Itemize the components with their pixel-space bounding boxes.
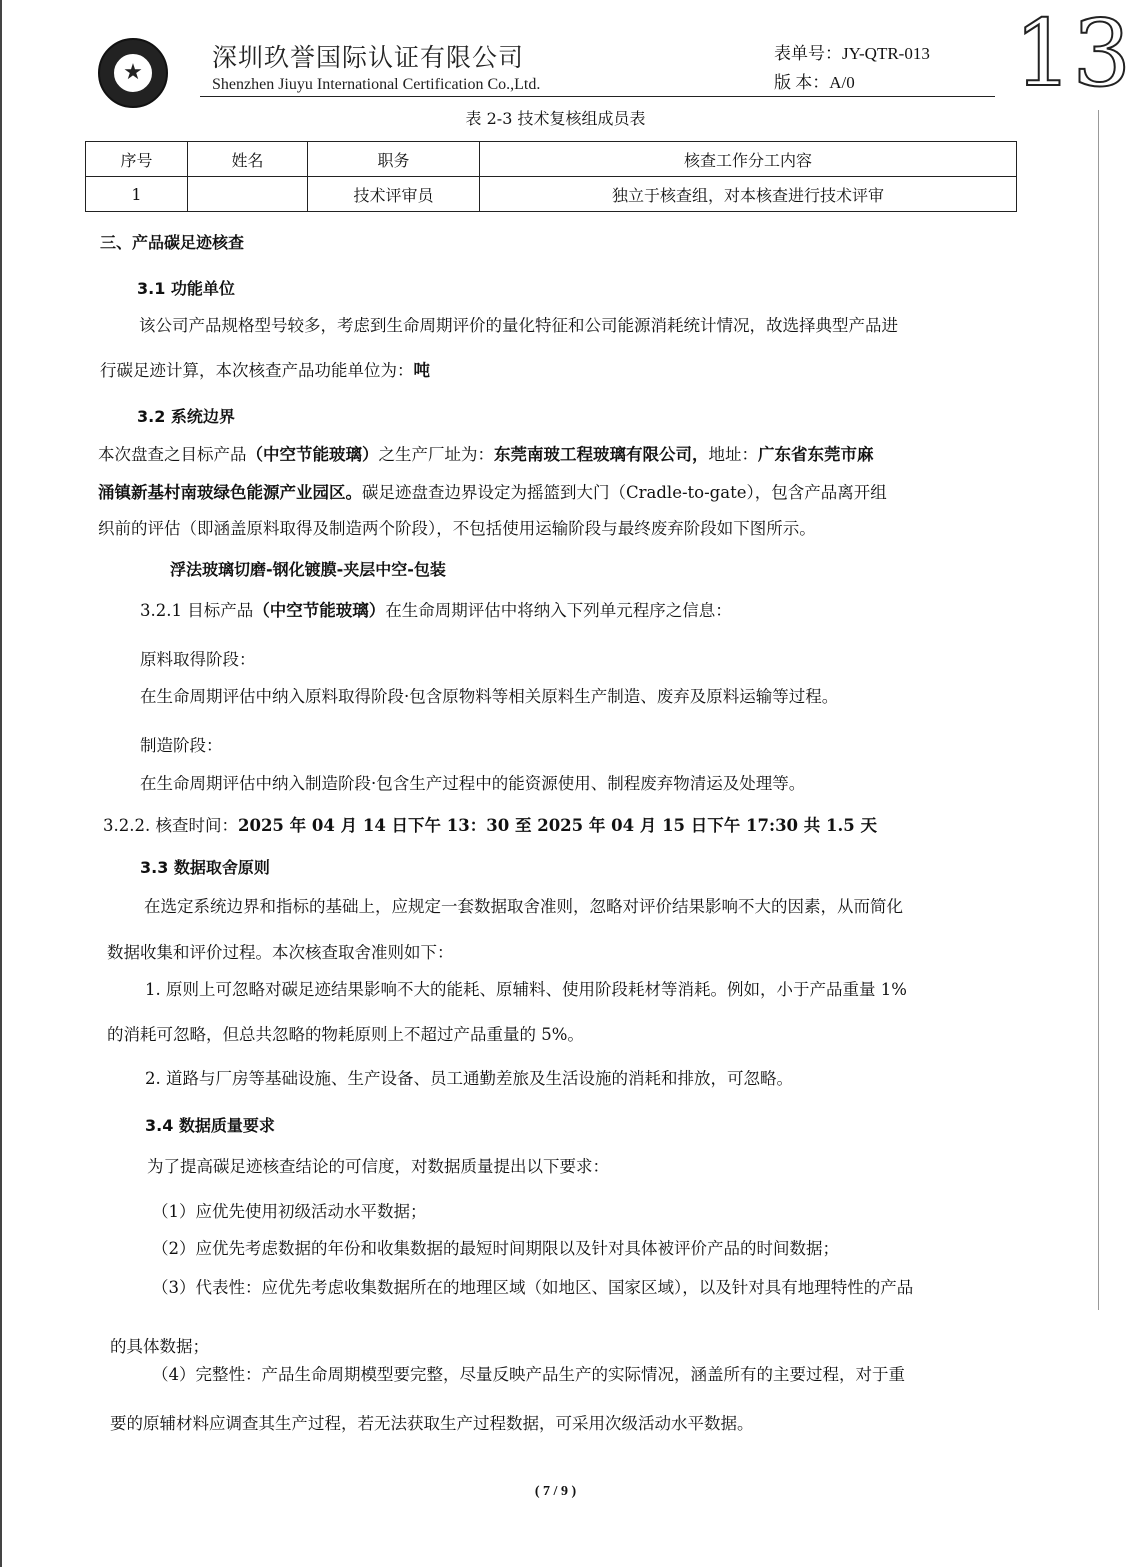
subsection-heading: 3.3 数据取舍原则 xyxy=(140,858,270,877)
paragraph-line: 要的原辅材料应调查其生产过程，若无法获取生产过程数据，可采用次级活动水平数据。 xyxy=(110,1414,754,1433)
paragraph-line: 的消耗可忽略，但总共忽略的物耗原则上不超过产品重量的 5%。 xyxy=(107,1025,584,1044)
paragraph-line xyxy=(98,485,887,502)
table-cell: 1 xyxy=(86,177,188,212)
header-divider xyxy=(200,96,995,97)
company-logo-icon xyxy=(98,38,168,108)
text-span: 之生产厂址为： xyxy=(378,445,494,464)
text-span: 在生命周期评估中将纳入下列单元程序之信息： xyxy=(385,601,732,620)
paragraph-line xyxy=(103,818,877,835)
address: 广东省东莞市麻 xyxy=(758,445,874,464)
text-span: 碳足迹盘查边界设定为摇篮到大门（Cradle-to-gate），包含产品离开组 xyxy=(362,483,887,502)
product-name: （中空节能玻璃） xyxy=(253,601,386,620)
paragraph-line: 该公司产品规格型号较多，考虑到生命周期评价的量化特征和公司能源消耗统计情况，故选择典型产品进 xyxy=(139,316,898,335)
certification-seal-icon: ★ xyxy=(112,52,154,94)
paragraph-line: 的具体数据； xyxy=(110,1337,209,1356)
text-span: 3.2.2. 核查时间： xyxy=(103,816,238,835)
company-name-cn: 深圳玖誉国际认证有限公司 xyxy=(212,43,525,72)
paragraph-line: 2. 道路与厂房等基础设施、生产设备、员工通勤差旅及生活设施的消耗和排放，可忽略。 xyxy=(145,1069,793,1088)
table-header: 核查工作分工内容 xyxy=(480,142,1017,177)
stage-label: 制造阶段： xyxy=(140,736,223,755)
table-row xyxy=(86,177,1017,212)
members-table xyxy=(85,141,1017,212)
functional-unit: 吨 xyxy=(413,361,430,380)
paragraph-line: 在生命周期评估中纳入制造阶段·包含生产过程中的能资源使用、制程废弃物清运及处理等。 xyxy=(140,774,806,793)
section-heading: 三、产品碳足迹核查 xyxy=(100,233,245,252)
list-item: （3）代表性：应优先考虑收集数据所在的地理区域（如地区、国家区域），以及针对具有地理特性的产品 xyxy=(152,1278,914,1297)
paragraph-line: 为了提高碳足迹核查结论的可信度，对数据质量提出以下要求： xyxy=(147,1157,609,1176)
process-flow: 浮法玻璃切磨-钢化镀膜-夹层中空-包装 xyxy=(170,560,446,579)
paragraph-line: 在生命周期评估中纳入原料取得阶段·包含原物料等相关原料生产制造、废弃及原料运输等过程。 xyxy=(140,687,839,706)
audit-time: 2025 年 04 月 14 日下午 13：30 至 2025 年 04 月 15 日下午 17:30 共 1.5 天 xyxy=(237,816,877,835)
list-item: （1）应优先使用初级活动水平数据； xyxy=(152,1202,427,1221)
paragraph-line: 在选定系统边界和指标的基础上，应规定一套数据取舍准则，忽略对评价结果影响不大的因素，从而简化 xyxy=(144,897,903,916)
form-number: 表单号：JY-QTR-013 xyxy=(774,44,930,63)
handwritten-page-mark: 13 xyxy=(1014,0,1131,107)
list-item: （2）应优先考虑数据的年份和收集数据的最短时间期限以及针对具体被评价产品的时间数据； xyxy=(152,1239,839,1258)
stage-label: 原料取得阶段： xyxy=(140,650,256,669)
list-item: （4）完整性：产品生命周期模型要完整，尽量反映产品生产的实际情况，涵盖所有的主要过程，对于重 xyxy=(152,1365,905,1384)
subsection-heading: 3.1 功能单位 xyxy=(137,279,235,298)
page-footer: ( 7 / 9 ) xyxy=(534,1484,577,1499)
text-span: 地址： xyxy=(708,445,758,464)
table-header: 序号 xyxy=(86,142,188,177)
paragraph-line: 织前的评估（即涵盖原料取得及制造两个阶段），不包括使用运输阶段与最终废弃阶段如下图所示。 xyxy=(98,519,816,538)
address: 涌镇新基村南玻绿色能源产业园区。 xyxy=(98,483,362,502)
paragraph-line xyxy=(140,603,732,620)
table-cell: 独立于核查组，对本核查进行技术评审 xyxy=(480,177,1017,212)
scan-edge-right xyxy=(1098,110,1099,1310)
table-cell xyxy=(188,177,308,212)
text-span: 3.2.1 目标产品 xyxy=(140,601,254,620)
table-cell: 技术评审员 xyxy=(308,177,480,212)
scan-edge xyxy=(0,0,2,1567)
text-span: 行碳足迹计算，本次核查产品功能单位为： xyxy=(100,361,414,380)
paragraph-line: 1. 原则上可忽略对碳足迹结果影响不大的能耗、原辅料、使用阶段耗材等消耗。例如，小于产品重量 1% xyxy=(145,980,907,999)
subsection-heading: 3.4 数据质量要求 xyxy=(145,1116,275,1135)
table-caption: 表 2-3 技术复核组成员表 xyxy=(465,109,646,128)
text-span: 本次盘查之目标产品 xyxy=(98,445,247,464)
product-name: （中空节能玻璃） xyxy=(246,445,379,464)
paragraph-line: 数据收集和评价过程。本次核查取舍准则如下： xyxy=(107,943,454,962)
company-name-en: Shenzhen Jiuyu International Certification Co.,Ltd. xyxy=(212,76,541,93)
factory-name: 东莞南玻工程玻璃有限公司， xyxy=(494,445,709,464)
table-header: 姓名 xyxy=(188,142,308,177)
table-header-row xyxy=(86,142,1017,177)
table-header: 职务 xyxy=(308,142,480,177)
version: 版 本：A/0 xyxy=(774,73,855,92)
paragraph-line xyxy=(98,447,874,464)
paragraph-line xyxy=(100,363,430,380)
subsection-heading: 3.2 系统边界 xyxy=(137,407,235,426)
